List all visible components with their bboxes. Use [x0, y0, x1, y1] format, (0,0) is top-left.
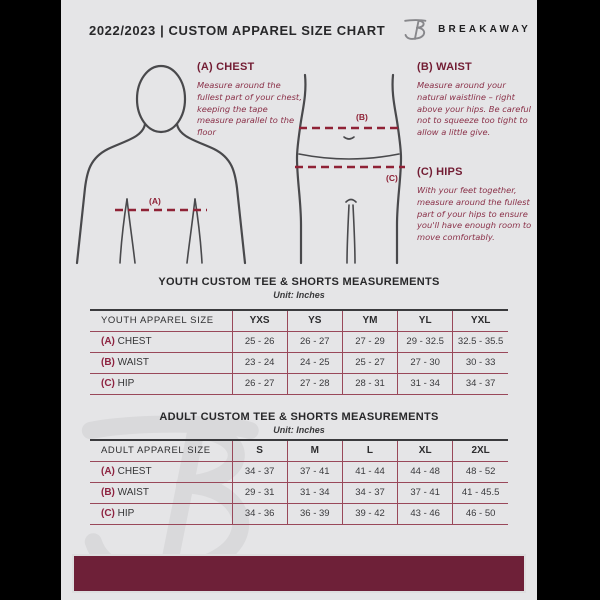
table-row [90, 461, 508, 482]
measurement-value: 39 - 42 [342, 503, 397, 524]
measurement-value: 41 - 45.5 [453, 482, 508, 503]
measurement-value: 34 - 36 [232, 503, 287, 524]
table-row [90, 482, 508, 503]
youth-size-table [90, 309, 508, 395]
measurement-value: 32.5 - 35.5 [453, 331, 508, 352]
waist-line-label: (B) [356, 112, 368, 122]
measurement-value: 28 - 31 [342, 373, 397, 394]
table-header-row [90, 310, 508, 331]
size-column-header: YXL [453, 310, 508, 331]
page-title: 2022/2023 | CUSTOM APPAREL SIZE CHART [89, 23, 386, 38]
measurement-label: (B) WAIST [90, 482, 232, 503]
adult-section-title: ADULT CUSTOM TEE & SHORTS MEASUREMENTS [159, 411, 439, 423]
chest-text: Measure around the fullest part of your chest, keeping the tape measure parallel to the floor [197, 80, 302, 138]
adult-unit-label: Unit: Inches [273, 425, 325, 435]
measurement-value: 27 - 28 [287, 373, 342, 394]
size-column-header: 2XL [453, 440, 508, 461]
table-row [90, 331, 508, 352]
size-chart-page [61, 0, 537, 600]
measurement-label: (A) CHEST [90, 331, 232, 352]
size-column-header: YL [398, 310, 453, 331]
chest-instructions [197, 61, 303, 139]
lower-body-figure [295, 75, 405, 263]
measurement-value: 44 - 48 [398, 461, 453, 482]
apparel-size-header: ADULT APPAREL SIZE [90, 440, 232, 461]
table-header-row [90, 440, 508, 461]
size-column-header: YM [342, 310, 397, 331]
chest-line-label: (A) [149, 196, 161, 206]
measurement-value: 27 - 30 [398, 352, 453, 373]
table-row [90, 373, 508, 394]
table-row [90, 352, 508, 373]
measurement-label: (B) WAIST [90, 352, 232, 373]
measurement-value: 23 - 24 [232, 352, 287, 373]
brand-name: BREAKAWAY [438, 24, 531, 35]
measurement-label: (A) CHEST [90, 461, 232, 482]
hips-line-label: (C) [386, 173, 398, 183]
measurement-value: 34 - 37 [232, 461, 287, 482]
measurement-value: 41 - 44 [342, 461, 397, 482]
chest-heading: (A) CHEST [197, 61, 255, 73]
breakaway-b-icon [403, 17, 429, 42]
measurement-value: 29 - 31 [232, 482, 287, 503]
youth-section-title: YOUTH CUSTOM TEE & SHORTS MEASUREMENTS [158, 276, 440, 288]
measurement-value: 34 - 37 [453, 373, 508, 394]
measurement-value: 24 - 25 [287, 352, 342, 373]
size-column-header: L [342, 440, 397, 461]
size-column-header: M [287, 440, 342, 461]
measurement-value: 25 - 27 [342, 352, 397, 373]
measurement-value: 30 - 33 [453, 352, 508, 373]
size-column-header: YS [287, 310, 342, 331]
brand-logo [403, 17, 531, 42]
waist-text: Measure around your natural waistline – right above your hips. Be careful not to squeeze too tight to allow a little give. [417, 80, 531, 138]
measurement-value: 37 - 41 [287, 461, 342, 482]
adult-size-table [90, 439, 508, 525]
measurement-value: 29 - 32.5 [398, 331, 453, 352]
measurement-value: 31 - 34 [398, 373, 453, 394]
youth-unit-label: Unit: Inches [273, 290, 325, 300]
waist-heading: (B) WAIST [417, 61, 472, 73]
measurement-value: 27 - 29 [342, 331, 397, 352]
measurement-value: 31 - 34 [287, 482, 342, 503]
measurement-value: 43 - 46 [398, 503, 453, 524]
measurement-value: 48 - 52 [453, 461, 508, 482]
measurement-value: 25 - 26 [232, 331, 287, 352]
measurement-value: 37 - 41 [398, 482, 453, 503]
size-column-header: YXS [232, 310, 287, 331]
hips-instructions [417, 166, 535, 244]
measurement-value: 26 - 27 [232, 373, 287, 394]
measurement-label: (C) HIP [90, 373, 232, 394]
size-column-header: XL [398, 440, 453, 461]
hips-heading: (C) HIPS [417, 166, 463, 178]
hips-text: With your feet together, measure around the fullest part of your hips to ensure you'll have enough room to move comfortably. [417, 185, 532, 243]
apparel-size-header: YOUTH APPAREL SIZE [90, 310, 232, 331]
size-column-header: S [232, 440, 287, 461]
waist-instructions [417, 61, 531, 139]
measurement-value: 46 - 50 [453, 503, 508, 524]
table-row [90, 503, 508, 524]
measurement-value: 26 - 27 [287, 331, 342, 352]
measurement-value: 36 - 39 [287, 503, 342, 524]
measurement-label: (C) HIP [90, 503, 232, 524]
footer-bar [72, 554, 526, 593]
measurement-value: 34 - 37 [342, 482, 397, 503]
